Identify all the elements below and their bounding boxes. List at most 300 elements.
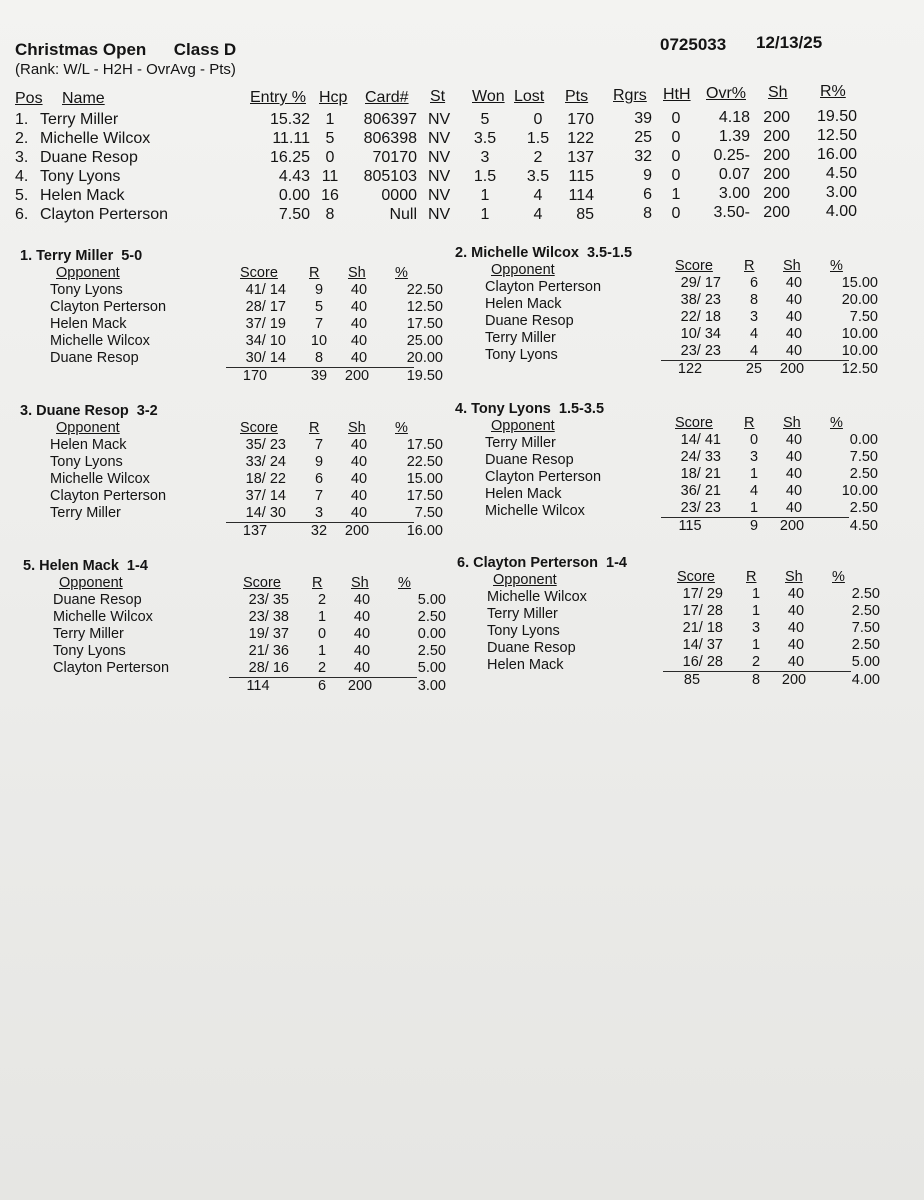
section-cell-score: 14/ 37 xyxy=(682,637,723,653)
section-title xyxy=(20,403,158,419)
section-cell-r: 9 xyxy=(314,454,324,470)
section-cell-score: 10/ 34 xyxy=(680,326,721,342)
section-cell-score: 36/ 21 xyxy=(680,483,721,499)
section-cell-r: 1 xyxy=(751,603,761,619)
section-record: 1-4 xyxy=(606,555,627,571)
standings-cell-hth: 0 xyxy=(671,147,681,165)
section-cell-opponent: Duane Resop xyxy=(485,452,574,468)
section-header-pct: % xyxy=(395,265,408,281)
section-cell-pct: 2.50 xyxy=(849,500,878,516)
section-cell-pct: 7.50 xyxy=(414,505,443,521)
standings-cell-r-pct: 3.00 xyxy=(825,184,857,201)
section-cell-pct: 2.50 xyxy=(851,586,880,602)
standings-cell-pts: 85 xyxy=(576,206,594,223)
section-cell-opponent: Michelle Wilcox xyxy=(50,333,150,349)
event-title xyxy=(15,40,236,60)
total-pct: 19.50 xyxy=(406,368,443,384)
standings-cell-r-pct: 4.50 xyxy=(825,165,857,182)
standings-cell-r-pct: 19.50 xyxy=(816,108,857,125)
section-cell-r: 7 xyxy=(314,437,324,453)
section-cell-r: 4 xyxy=(749,343,759,359)
section-cell-sh: 40 xyxy=(350,316,368,332)
section-cell-score: 35/ 23 xyxy=(245,437,286,453)
section-cell-sh: 40 xyxy=(785,275,803,291)
section-header-opponent: Opponent xyxy=(493,572,557,588)
section-cell-sh: 40 xyxy=(785,449,803,465)
standings-cell-rgrs: 39 xyxy=(634,110,652,127)
section-header-pct: % xyxy=(398,575,411,591)
standings-cell-sh: 200 xyxy=(763,127,790,145)
standings-cell-rgrs: 6 xyxy=(643,186,652,203)
section-cell-sh: 40 xyxy=(353,660,371,676)
section-header-score: Score xyxy=(675,415,713,431)
section-cell-r: 2 xyxy=(317,660,327,676)
standings-cell-entry-pct: 7.50 xyxy=(278,206,310,223)
section-cell-opponent: Duane Resop xyxy=(487,640,576,656)
standings-header-card-number: Card# xyxy=(365,89,409,106)
section-cell-sh: 40 xyxy=(353,609,371,625)
section-cell-sh: 40 xyxy=(787,637,805,653)
section-cell-sh: 40 xyxy=(785,483,803,499)
section-cell-pct: 15.00 xyxy=(406,471,443,487)
standings-cell-won: 3 xyxy=(480,149,490,166)
section-cell-r: 4 xyxy=(749,326,759,342)
total-r: 25 xyxy=(745,361,763,377)
section-cell-r: 3 xyxy=(749,309,759,325)
event-date: 12/13/25 xyxy=(756,33,823,52)
section-header-score: Score xyxy=(677,569,715,585)
total-r: 9 xyxy=(749,518,759,534)
section-cell-pct: 2.50 xyxy=(417,643,446,659)
section-cell-score: 30/ 14 xyxy=(245,350,286,366)
section-cell-pct: 20.00 xyxy=(841,292,878,308)
standings-cell-lost: 1.5 xyxy=(526,130,550,147)
standings-cell-rgrs: 9 xyxy=(643,167,652,184)
standings-cell-pts: 115 xyxy=(568,168,594,185)
standings-cell-won: 5 xyxy=(480,111,490,128)
standings-header-lost: Lost xyxy=(514,88,545,105)
section-cell-score: 33/ 24 xyxy=(245,454,286,470)
section-cell-score: 37/ 19 xyxy=(245,316,286,332)
section-cell-pct: 0.00 xyxy=(417,626,446,642)
total-score: 85 xyxy=(683,672,701,688)
section-cell-sh: 40 xyxy=(353,592,371,608)
section-cell-score: 21/ 36 xyxy=(248,643,289,659)
standings-cell-won: 1 xyxy=(480,187,490,204)
section-cell-pct: 17.50 xyxy=(406,437,443,453)
section-header-r: R xyxy=(309,420,320,436)
section-cell-score: 22/ 18 xyxy=(680,309,721,325)
standings-cell-ovr-pct: 3.00 xyxy=(718,185,750,202)
standings-header-sh: Sh xyxy=(768,84,788,101)
section-cell-score: 14/ 30 xyxy=(245,505,286,521)
section-cell-opponent: Duane Resop xyxy=(485,313,574,329)
standings-cell-hcp: 1 xyxy=(325,111,335,128)
total-r: 39 xyxy=(310,368,328,384)
standings-cell-state: NV xyxy=(428,187,451,204)
section-header-pct: % xyxy=(830,258,843,274)
standings-cell-hth: 1 xyxy=(671,185,681,203)
section-record: 3.5-1.5 xyxy=(586,245,633,261)
section-cell-r: 1 xyxy=(317,643,327,659)
standings-cell-lost: 4 xyxy=(533,206,543,223)
section-cell-r: 5 xyxy=(314,299,324,315)
total-pct: 12.50 xyxy=(841,361,878,377)
section-cell-pct: 2.50 xyxy=(417,609,446,625)
total-r: 32 xyxy=(310,523,328,539)
section-cell-opponent: Michelle Wilcox xyxy=(485,503,585,519)
section-cell-score: 24/ 33 xyxy=(680,449,721,465)
section-cell-opponent: Tony Lyons xyxy=(50,282,123,298)
section-cell-sh: 40 xyxy=(787,620,805,636)
section-cell-r: 3 xyxy=(314,505,324,521)
total-r: 8 xyxy=(751,672,761,688)
standings-cell-sh: 200 xyxy=(763,146,790,164)
section-cell-pct: 7.50 xyxy=(849,309,878,325)
standings-cell-ovr-pct: 1.39 xyxy=(718,128,750,145)
section-cell-sh: 40 xyxy=(785,309,803,325)
section-cell-r: 8 xyxy=(314,350,324,366)
section-player-name: 6. Clayton Perterson xyxy=(457,555,599,571)
standings-cell-name: Helen Mack xyxy=(40,187,125,204)
standings-cell-hth: 0 xyxy=(671,166,681,184)
standings-header-pos: Pos xyxy=(15,90,43,107)
section-cell-opponent: Michelle Wilcox xyxy=(487,589,587,605)
standings-cell-r-pct: 12.50 xyxy=(816,127,857,144)
section-cell-pct: 17.50 xyxy=(406,488,443,504)
standings-cell-won: 3.5 xyxy=(473,130,497,147)
total-score: 122 xyxy=(677,361,703,377)
section-header-score: Score xyxy=(243,575,281,591)
standings-cell-pts: 170 xyxy=(567,111,594,128)
section-cell-pct: 5.00 xyxy=(417,592,446,608)
section-cell-sh: 40 xyxy=(350,299,368,315)
section-player-name: 4. Tony Lyons xyxy=(455,401,551,417)
standings-cell-entry-pct: 11.11 xyxy=(272,130,310,147)
total-pct: 16.00 xyxy=(406,523,443,539)
standings-cell-ovr-pct: 0.25- xyxy=(713,147,750,164)
section-cell-r: 8 xyxy=(749,292,759,308)
total-pct: 3.00 xyxy=(417,678,446,694)
section-cell-pct: 5.00 xyxy=(417,660,446,676)
standings-cell-lost: 4 xyxy=(533,187,543,204)
standings-cell-entry-pct: 16.25 xyxy=(269,149,310,166)
section-header-sh: Sh xyxy=(783,415,801,431)
section-record: 1-4 xyxy=(126,558,148,574)
event-name: Christmas Open xyxy=(15,40,147,59)
section-cell-sh: 40 xyxy=(350,437,368,453)
standings-cell-state: NV xyxy=(428,168,451,185)
section-cell-sh: 40 xyxy=(785,343,803,359)
standings-cell-pos: 5. xyxy=(15,187,29,204)
standings-cell-name: Michelle Wilcox xyxy=(40,130,151,147)
standings-cell-pts: 114 xyxy=(568,187,594,204)
standings-header-pts: Pts xyxy=(565,88,589,105)
standings-cell-rgrs: 25 xyxy=(634,129,652,146)
total-pct: 4.50 xyxy=(849,518,878,534)
section-header-sh: Sh xyxy=(783,258,801,274)
standings-cell-lost: 0 xyxy=(533,111,543,128)
section-cell-opponent: Clayton Perterson xyxy=(50,488,167,504)
section-cell-pct: 25.00 xyxy=(406,333,443,349)
standings-cell-ovr-pct: 3.50- xyxy=(713,204,750,221)
section-title xyxy=(20,248,142,264)
total-sh: 200 xyxy=(781,672,807,688)
section-cell-pct: 15.00 xyxy=(841,275,878,291)
standings-cell-sh: 200 xyxy=(763,203,790,221)
section-cell-r: 6 xyxy=(314,471,324,487)
section-header-r: R xyxy=(746,569,757,585)
standings-cell-pos: 6. xyxy=(15,206,29,223)
standings-cell-pos: 1. xyxy=(15,111,29,128)
standings-header-won: Won xyxy=(472,88,505,105)
section-cell-score: 19/ 37 xyxy=(248,626,289,642)
section-cell-score: 21/ 18 xyxy=(682,620,723,636)
section-cell-r: 0 xyxy=(317,626,327,642)
total-score: 137 xyxy=(242,523,268,539)
section-cell-pct: 2.50 xyxy=(849,466,878,482)
section-title xyxy=(457,555,627,571)
standings-cell-card-number: 806397 xyxy=(363,111,417,128)
standings-header-name: Name xyxy=(62,90,105,107)
section-title xyxy=(23,558,148,574)
section-cell-pct: 2.50 xyxy=(851,637,880,653)
standings-cell-pts: 137 xyxy=(567,149,594,166)
section-cell-r: 9 xyxy=(314,282,324,298)
section-cell-opponent: Terry Miller xyxy=(487,606,558,622)
standings-cell-name: Duane Resop xyxy=(40,149,138,166)
section-cell-score: 34/ 10 xyxy=(245,333,286,349)
section-header-pct: % xyxy=(830,415,843,431)
standings-header-hth: HtH xyxy=(663,86,691,103)
section-cell-sh: 40 xyxy=(350,350,368,366)
section-cell-r: 10 xyxy=(310,333,328,349)
section-cell-score: 37/ 14 xyxy=(245,488,286,504)
total-pct: 4.00 xyxy=(851,672,880,688)
section-header-opponent: Opponent xyxy=(491,262,555,278)
standings-cell-sh: 200 xyxy=(763,165,790,183)
standings-cell-hcp: 5 xyxy=(325,130,335,147)
section-cell-pct: 10.00 xyxy=(841,483,878,499)
total-sh: 200 xyxy=(779,361,805,377)
section-cell-sh: 40 xyxy=(785,292,803,308)
section-cell-r: 3 xyxy=(751,620,761,636)
total-sh: 200 xyxy=(344,523,370,539)
section-cell-pct: 2.50 xyxy=(851,603,880,619)
section-header-score: Score xyxy=(675,258,713,274)
section-header-opponent: Opponent xyxy=(59,575,123,591)
section-cell-pct: 22.50 xyxy=(406,282,443,298)
section-player-name: 1. Terry Miller xyxy=(20,248,114,264)
section-cell-score: 16/ 28 xyxy=(682,654,723,670)
section-cell-score: 23/ 23 xyxy=(680,500,721,516)
standings-cell-name: Tony Lyons xyxy=(40,168,121,185)
section-cell-opponent: Duane Resop xyxy=(50,350,139,366)
standings-cell-sh: 200 xyxy=(763,108,790,126)
section-cell-r: 6 xyxy=(749,275,759,291)
standings-cell-hth: 0 xyxy=(671,109,681,127)
section-cell-pct: 20.00 xyxy=(406,350,443,366)
section-cell-score: 28/ 17 xyxy=(245,299,286,315)
section-cell-r: 3 xyxy=(749,449,759,465)
section-header-opponent: Opponent xyxy=(56,420,120,436)
section-cell-r: 2 xyxy=(317,592,327,608)
section-cell-opponent: Helen Mack xyxy=(485,486,562,502)
section-cell-sh: 40 xyxy=(787,603,805,619)
standings-cell-pos: 3. xyxy=(15,149,29,166)
section-cell-opponent: Helen Mack xyxy=(50,316,127,332)
section-player-name: 3. Duane Resop xyxy=(20,403,129,419)
event-code: 0725033 xyxy=(660,35,727,54)
section-cell-r: 1 xyxy=(317,609,327,625)
section-cell-opponent: Clayton Perterson xyxy=(485,469,602,485)
section-cell-sh: 40 xyxy=(787,654,805,670)
section-cell-score: 17/ 28 xyxy=(682,603,723,619)
standings-cell-card-number: 0000 xyxy=(381,187,417,204)
section-player-name: 2. Michelle Wilcox xyxy=(455,245,579,261)
standings-cell-sh: 200 xyxy=(763,184,790,202)
section-cell-opponent: Tony Lyons xyxy=(50,454,123,470)
section-cell-opponent: Helen Mack xyxy=(485,296,562,312)
section-cell-opponent: Clayton Perterson xyxy=(50,299,167,315)
section-cell-r: 1 xyxy=(751,586,761,602)
standings-cell-hth: 0 xyxy=(671,204,681,222)
standings-header-rgrs: Rgrs xyxy=(613,87,647,104)
section-cell-pct: 22.50 xyxy=(406,454,443,470)
standings-cell-state: NV xyxy=(428,111,451,128)
standings-cell-r-pct: 16.00 xyxy=(816,146,857,163)
standings-cell-pos: 2. xyxy=(15,130,29,147)
section-cell-score: 23/ 38 xyxy=(248,609,289,625)
section-cell-opponent: Clayton Perterson xyxy=(485,279,602,295)
section-cell-opponent: Terry Miller xyxy=(50,505,121,521)
section-cell-score: 17/ 29 xyxy=(682,586,723,602)
section-header-pct: % xyxy=(832,569,845,585)
section-cell-r: 1 xyxy=(751,637,761,653)
section-cell-r: 0 xyxy=(749,432,759,448)
section-cell-opponent: Duane Resop xyxy=(53,592,142,608)
section-cell-sh: 40 xyxy=(785,326,803,342)
section-cell-r: 1 xyxy=(749,500,759,516)
section-record: 1.5-3.5 xyxy=(558,401,605,417)
section-cell-r: 4 xyxy=(749,483,759,499)
section-cell-score: 14/ 41 xyxy=(680,432,721,448)
standings-cell-hcp: 8 xyxy=(325,206,335,223)
section-cell-opponent: Tony Lyons xyxy=(485,347,558,363)
section-cell-score: 41/ 14 xyxy=(245,282,286,298)
section-cell-score: 18/ 22 xyxy=(245,471,286,487)
total-score: 115 xyxy=(678,518,702,534)
standings-cell-entry-pct: 15.32 xyxy=(269,111,310,128)
standings-cell-state: NV xyxy=(428,149,451,166)
standings-cell-won: 1 xyxy=(480,206,490,223)
section-cell-pct: 10.00 xyxy=(841,326,878,342)
standings-cell-hcp: 16 xyxy=(321,187,339,204)
section-header-sh: Sh xyxy=(351,575,369,591)
standings-header-entry-pct: Entry % xyxy=(250,89,307,106)
class-label: Class D xyxy=(173,40,237,59)
section-player-name: 5. Helen Mack xyxy=(23,558,119,574)
section-cell-score: 23/ 23 xyxy=(680,343,721,359)
section-cell-opponent: Helen Mack xyxy=(50,437,127,453)
section-header-r: R xyxy=(744,258,755,274)
section-header-r: R xyxy=(744,415,755,431)
standings-cell-pos: 4. xyxy=(15,168,29,185)
standings-cell-r-pct: 4.00 xyxy=(825,203,857,220)
section-record: 3-2 xyxy=(136,403,158,419)
total-sh: 200 xyxy=(347,678,373,694)
total-score: 114 xyxy=(246,678,270,694)
standings-cell-ovr-pct: 0.07 xyxy=(718,166,750,183)
section-cell-pct: 5.00 xyxy=(851,654,880,670)
section-cell-sh: 40 xyxy=(353,643,371,659)
rank-rule: (Rank: W/L - H2H - OvrAvg - Pts) xyxy=(15,61,236,78)
section-title xyxy=(455,245,632,261)
total-score: 170 xyxy=(242,368,268,384)
standings-cell-state: NV xyxy=(428,130,451,147)
section-cell-r: 7 xyxy=(314,316,324,332)
section-header-r: R xyxy=(312,575,323,591)
standings-cell-lost: 2 xyxy=(533,149,543,166)
section-cell-pct: 17.50 xyxy=(406,316,443,332)
section-cell-sh: 40 xyxy=(787,586,805,602)
standings-cell-card-number: 806398 xyxy=(363,130,417,147)
section-cell-sh: 40 xyxy=(350,488,368,504)
section-cell-pct: 12.50 xyxy=(406,299,443,315)
standings-header-ovr-pct: Ovr% xyxy=(706,85,746,102)
section-cell-sh: 40 xyxy=(353,626,371,642)
standings-cell-entry-pct: 0.00 xyxy=(278,187,310,204)
standings-cell-ovr-pct: 4.18 xyxy=(718,109,750,126)
standings-cell-lost: 3.5 xyxy=(526,168,550,185)
section-cell-opponent: Helen Mack xyxy=(487,657,564,673)
section-cell-opponent: Michelle Wilcox xyxy=(53,609,153,625)
section-header-score: Score xyxy=(240,420,278,436)
section-header-sh: Sh xyxy=(785,569,803,585)
standings-cell-card-number: 805103 xyxy=(363,168,417,185)
section-cell-opponent: Tony Lyons xyxy=(487,623,560,639)
section-cell-opponent: Terry Miller xyxy=(53,626,124,642)
section-cell-score: 38/ 23 xyxy=(680,292,721,308)
section-cell-sh: 40 xyxy=(785,500,803,516)
section-cell-opponent: Tony Lyons xyxy=(53,643,126,659)
standings-cell-name: Clayton Perterson xyxy=(40,206,169,223)
section-cell-pct: 0.00 xyxy=(849,432,878,448)
section-cell-pct: 7.50 xyxy=(851,620,880,636)
section-cell-sh: 40 xyxy=(785,466,803,482)
section-cell-score: 28/ 16 xyxy=(248,660,289,676)
standings-cell-hcp: 0 xyxy=(325,149,335,166)
section-header-sh: Sh xyxy=(348,265,366,281)
standings-cell-hcp: 11 xyxy=(321,168,339,185)
section-record: 5-0 xyxy=(121,248,143,264)
section-header-score: Score xyxy=(240,265,278,281)
standings-cell-pts: 122 xyxy=(567,130,594,147)
section-cell-r: 1 xyxy=(749,466,759,482)
section-cell-score: 18/ 21 xyxy=(680,466,721,482)
section-cell-opponent: Michelle Wilcox xyxy=(50,471,150,487)
standings-cell-rgrs: 32 xyxy=(634,148,652,165)
section-cell-sh: 40 xyxy=(350,505,368,521)
section-header-opponent: Opponent xyxy=(56,265,120,281)
section-cell-pct: 7.50 xyxy=(849,449,878,465)
section-title xyxy=(455,401,604,417)
section-header-r: R xyxy=(309,265,320,281)
section-cell-sh: 40 xyxy=(350,471,368,487)
standings-cell-rgrs: 8 xyxy=(643,205,652,222)
total-r: 6 xyxy=(317,678,327,694)
section-cell-opponent: Terry Miller xyxy=(485,330,556,346)
